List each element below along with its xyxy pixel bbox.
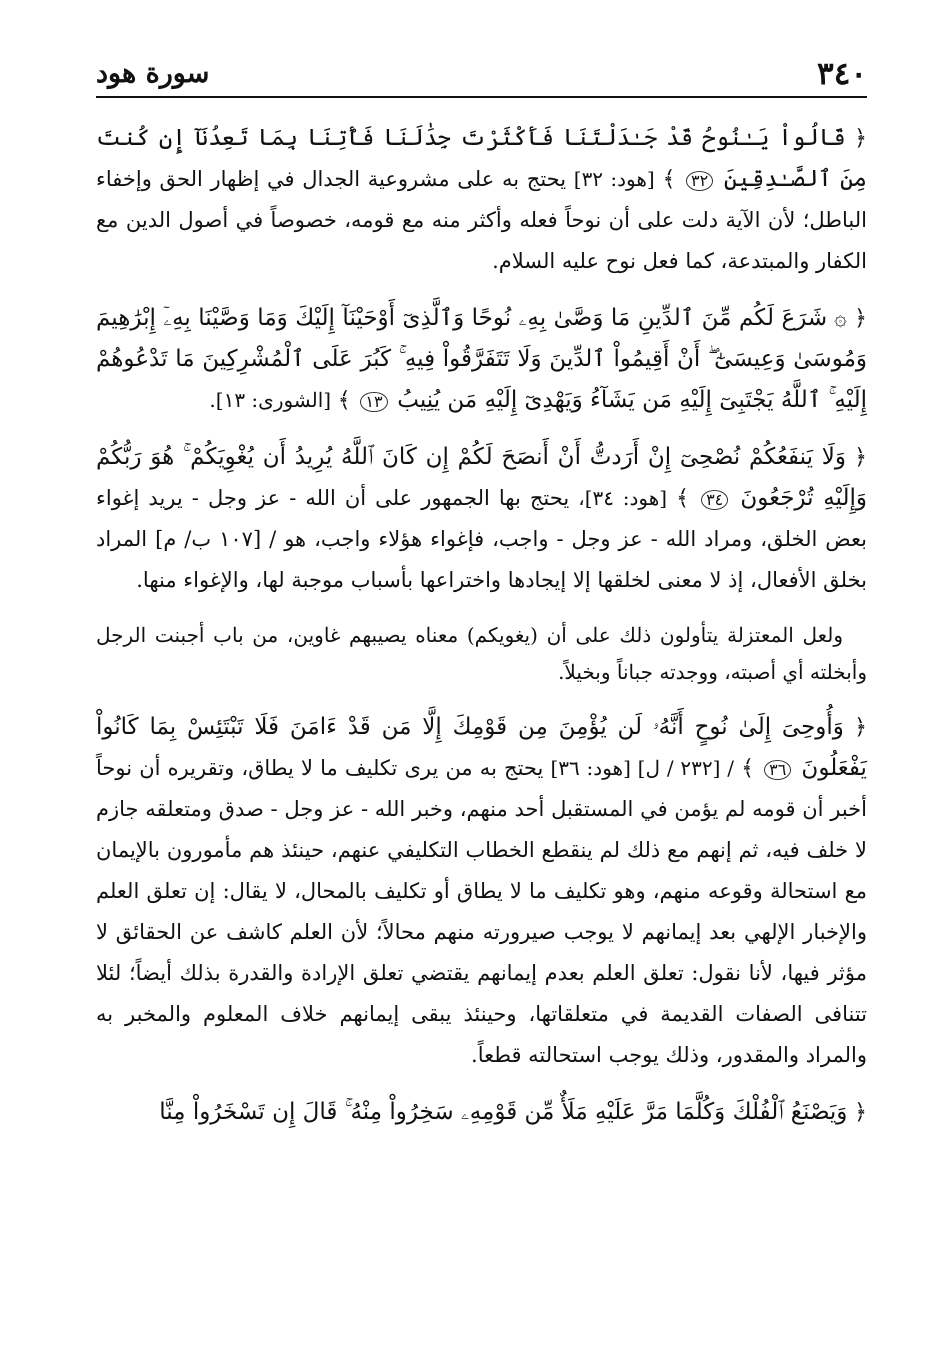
verse-citation: [هود: ٣٢] xyxy=(573,167,655,191)
ayah-number-marker: ٣٢ xyxy=(686,171,713,191)
page-body xyxy=(96,118,867,1149)
quran-open-bracket: ﴿ xyxy=(854,445,867,470)
commentary-text: يحتج بها الجمهور على أن الله - عز وجل - يريد إغواء بعض الخلق، ومراد الله - عز وجل - واجب، فإغواء هؤلاء واجب، هو / [١٠٧ ب/ م] المراد بخلق الأفعال، إذ لا معنى لخلقها إلا إيجادها واختراعها بأسباب موجبة لها، والإغواء منها. xyxy=(96,486,867,592)
ayah-number-marker: ١٣ xyxy=(360,392,387,412)
quran-verse: وَأُوحِىَ إِلَىٰ نُوحٍ أَنَّهُۥ لَن يُؤْمِنَ مِن قَوْمِكَ إِلَّا مَن قَدْ ءَامَنَ فَلَا تَبْتَئِسْ بِمَا كَانُواْ يَفْعَلُونَ xyxy=(96,714,867,781)
paragraph-3 xyxy=(96,437,867,601)
verse-citation: [هود: ٣٤]، xyxy=(578,486,668,510)
quran-close-bracket: ﴾ xyxy=(662,167,676,192)
quran-open-bracket: ﴿ xyxy=(854,1100,867,1125)
quran-close-bracket: ﴾ xyxy=(337,388,351,413)
paragraph-1 xyxy=(96,118,867,282)
quran-close-bracket: ﴾ xyxy=(676,486,690,511)
paragraph-4 xyxy=(96,617,867,691)
paragraph-5 xyxy=(96,707,867,1076)
quran-verse: شَرَعَ لَكُم مِّنَ ٱلدِّينِ مَا وَصَّىٰ بِهِۦ نُوحًا وَٱلَّذِىٓ أَوْحَيْنَآ إِلَيْكَ وَمَا وَصَّيْنَا بِهِۦٓ إِبْرَٰهِيمَ وَمُوسَىٰ وَعِيسَىٰٓ ۖ أَنْ أَقِيمُواْ ٱلدِّينَ وَلَا تَتَفَرَّقُواْ فِيهِ ۚ كَبُرَ عَلَى ٱلْمُشْرِكِينَ مَا تَدْعُوهُمْ إِلَيْهِ ۚ ٱللَّهُ يَجْتَبِىٓ إِلَيْهِ مَن يَشَآءُ وَيَهْدِىٓ إِلَيْهِ مَن يُنِيبُ xyxy=(96,305,867,413)
surah-title: سورة هود xyxy=(96,58,210,89)
verse-citation: / [٢٣٢ / ل] [هود: ٣٦] xyxy=(550,756,734,780)
page-header xyxy=(96,48,867,98)
ayah-number-marker: ٣٦ xyxy=(764,760,791,780)
quran-open-bracket: ﴿ xyxy=(854,715,867,740)
ayah-number-marker: ٣٤ xyxy=(701,490,728,510)
quran-open-bracket: ﴿ ۞ xyxy=(834,306,867,331)
commentary-text: يحتج به من يرى تكليف ما لا يطاق، وتقريره أن نوحاً أخبر أن قومه لم يؤمن في المستقبل أحد منهم، وخبر الله - عز وجل - صدق ومتعلقه جازم لا خلف فيه، ثم إنهم مع ذلك لم ينقطع الخطاب التكليفي عنهم، حينئذ هم مأمورون بالإيمان مع استحالة وقوعه منهم، وهو تكليف ما لا يطاق أو تكليف بالمحال، لا يقال: إن تعلق العلم والإخبار الإلهي بعد إيمانهم لا يوجب صيرورته منهم محالاً؛ لأن العلم كاشف عن الحقائق لا مؤثر فيها، لأنا نقول: تعلق العلم بعدم إيمانهم يقتضي تعلق الإرادة والقدرة بذلك أيضاً؛ لئلا تتنافى الصفات القديمة في متعلقاتها، وحينئذ يبقى إيمانهم خلاف المعلوم والمخبر به والمراد والمقدور، وذلك يوجب استحالته قطعاً. xyxy=(96,756,867,1067)
commentary-text: يحتج به على مشروعية الجدال في إظهار الحق وإخفاء الباطل؛ لأن الآية دلت على أن نوحاً فعله وأكثر منه مع قومه، خصوصاً في أصول الدين مع الكفار والمبتدعة، كما فعل نوح عليه السلام. xyxy=(96,167,867,273)
page-number: ٣٤٠ xyxy=(817,56,867,92)
quran-open-bracket: ﴿ xyxy=(854,126,867,151)
quran-verse: قَالُواْ يَـٰنُوحُ قَدْ جَـٰدَلْتَنَا فَأَكْثَرْتَ جِدَٰلَنَا فَأْتِنَا بِمَا تَعِدُنَآ إِن كُنتَ مِنَ ٱلصَّـٰدِقِينَ xyxy=(96,125,867,192)
paragraph-6 xyxy=(96,1092,867,1133)
commentary-text: ولعل المعتزلة يتأولون ذلك على أن (يغويكم) معناه يصيبهم غاوين، من باب أجبنت الرجل وأبخلته أي أصبته، ووجدته جباناً وبخيلاً. xyxy=(96,623,867,684)
quran-verse: وَلَا يَنفَعُكُمْ نُصْحِىٓ إِنْ أَرَدتُّ أَنْ أَنصَحَ لَكُمْ إِن كَانَ ٱللَّهُ يُرِيدُ أَن يُغْوِيَكُمْ ۚ هُوَ رَبُّكُمْ وَإِلَيْهِ تُرْجَعُونَ xyxy=(96,444,867,511)
verse-citation: [الشورى: ١٣]. xyxy=(209,388,332,412)
paragraph-2 xyxy=(96,298,867,421)
quran-close-bracket: ﴾ xyxy=(741,756,754,781)
quran-verse: وَيَصْنَعُ ٱلْفُلْكَ وَكُلَّمَا مَرَّ عَلَيْهِ مَلَأٌ مِّن قَوْمِهِۦ سَخِرُواْ مِنْهُ ۚ قَالَ إِن تَسْخَرُواْ مِنَّا xyxy=(159,1099,848,1125)
